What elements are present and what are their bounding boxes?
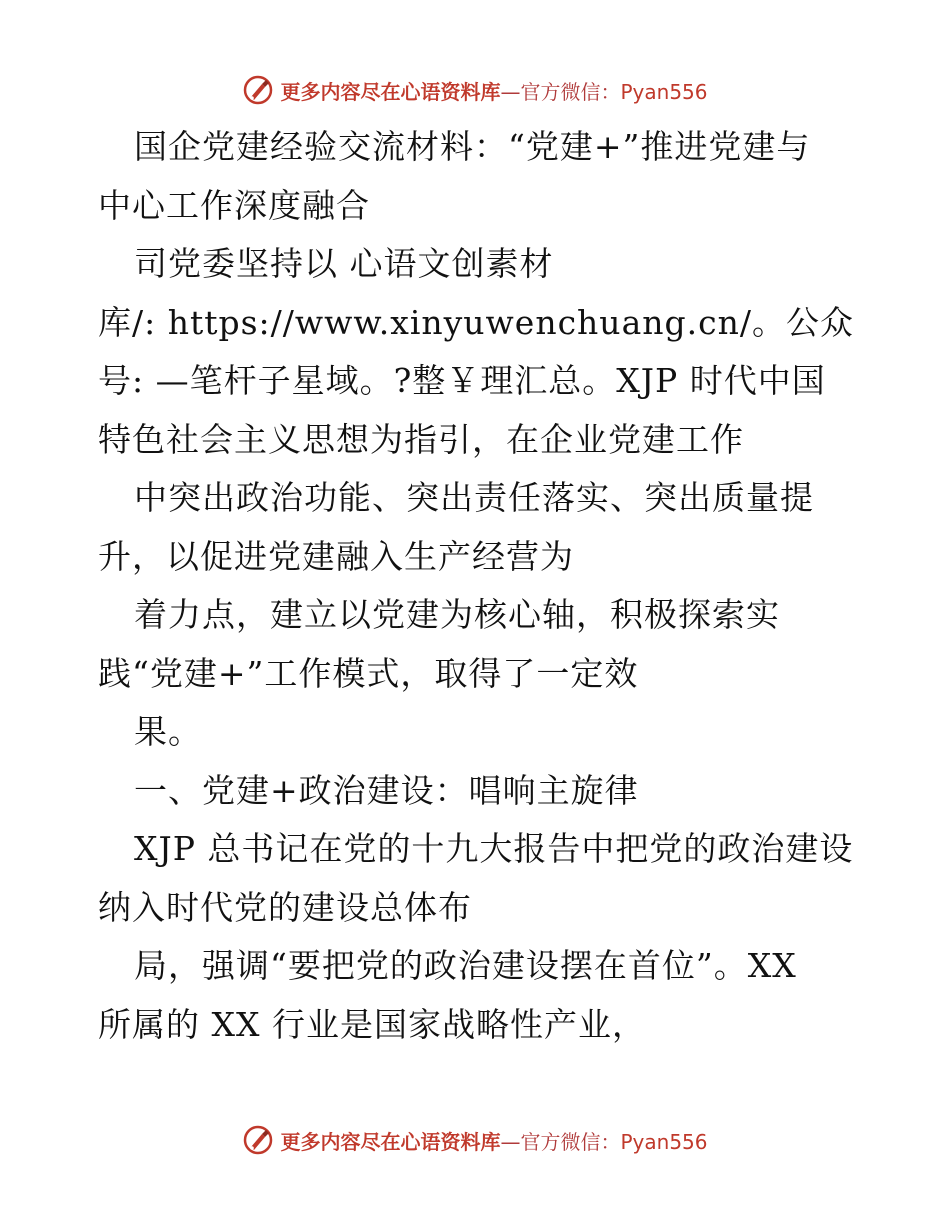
document-line: 着力点，建立以党建为核心轴，积极探索实 xyxy=(134,595,780,634)
document-line: 中心工作深度融合 xyxy=(98,185,370,225)
document-lines xyxy=(98,118,878,1054)
document-line: 司党委坚持以 心语文创素材 xyxy=(134,244,554,283)
document-line: 国企党建经验交流材料：“党建+”推进党建与 xyxy=(134,127,811,166)
banner-text xyxy=(280,76,707,105)
header-banner xyxy=(0,70,950,110)
document-line: 中突出政治功能、突出责任落实、突出质量提 xyxy=(134,478,814,517)
document-line: 纳入时代党的建设总体布 xyxy=(98,887,472,927)
document-line: 一、党建+政治建设：唱响主旋律 xyxy=(134,770,639,810)
document-line: XJP 总书记在党的十九大报告中把党的政治建设 xyxy=(134,829,854,868)
banner-separator: — xyxy=(500,79,521,104)
pen-logo-icon xyxy=(242,1124,274,1156)
banner-text xyxy=(280,1126,707,1155)
banner-main-text: 更多内容尽在心语资料库 xyxy=(280,1129,501,1154)
banner-separator: — xyxy=(500,1129,521,1154)
document-line: 号: —笔杆子星域。?整￥理汇总。XJP 时代中国 xyxy=(98,361,826,400)
document-line: 特色社会主义思想为指引，在企业党建工作 xyxy=(98,419,744,459)
banner-main-text: 更多内容尽在心语资料库 xyxy=(280,79,501,104)
banner-wechat-handle: Pyan556 xyxy=(620,1129,708,1154)
document-body xyxy=(98,118,878,1054)
document-line: 果。 xyxy=(134,712,202,751)
document-line: 库/: https://www.xinyuwenchuang.cn/。公众 xyxy=(98,302,854,342)
banner-wechat-handle: Pyan556 xyxy=(620,79,708,104)
document-line: 局，强调“要把党的政治建设摆在首位”。XX xyxy=(134,946,797,985)
footer-banner xyxy=(0,1120,950,1160)
pen-logo-icon xyxy=(242,74,274,106)
banner-wechat-label: 官方微信： xyxy=(520,1129,621,1154)
document-line: 升，以促进党建融入生产经营为 xyxy=(98,536,574,576)
document-line: 践“党建+”工作模式，取得了一定效 xyxy=(98,653,639,693)
document-line: 所属的 XX 行业是国家战略性产业， xyxy=(98,1004,646,1044)
banner-wechat-label: 官方微信： xyxy=(520,79,621,104)
